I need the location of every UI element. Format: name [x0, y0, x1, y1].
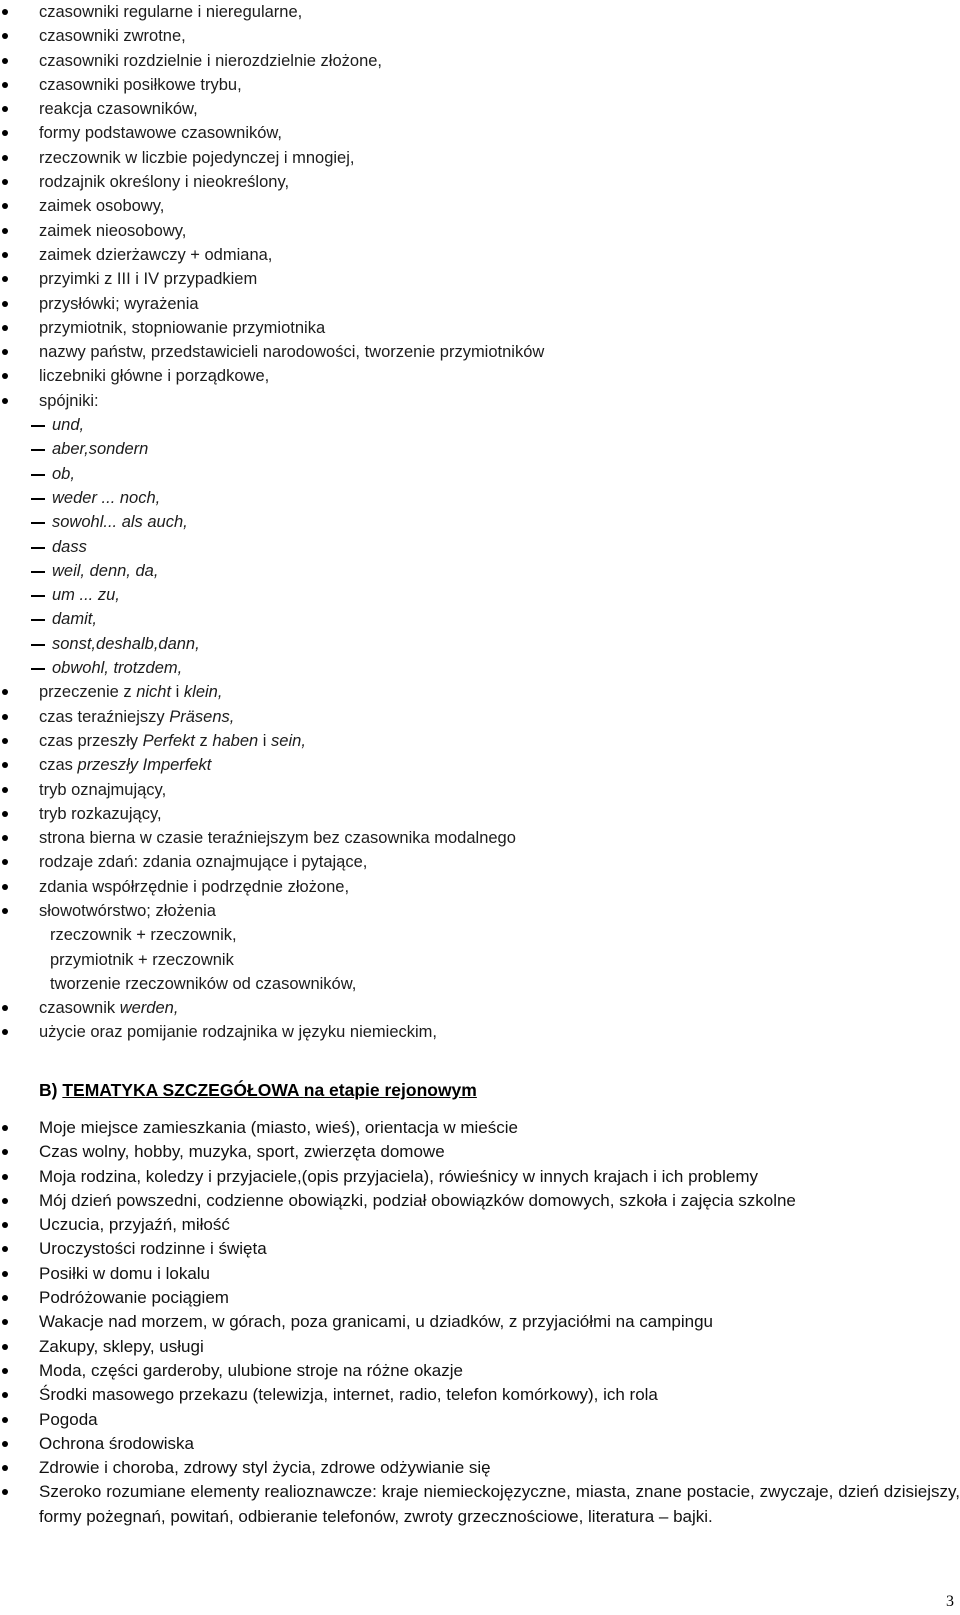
topic-item [0, 1189, 960, 1213]
item-text: obwohl, trotzdem, [52, 659, 183, 678]
grammar-item [0, 996, 940, 1020]
grammar-item [0, 583, 940, 607]
item-text: tworzenie rzeczowników od czasowników, [50, 974, 357, 993]
grammar-item [0, 170, 940, 194]
item-text: przymiotnik, stopniowanie przymiotnika [39, 318, 326, 337]
item-text: liczebniki główne i porządkowe, [39, 367, 270, 386]
item-text: przysłówki; wyrażenia [39, 294, 199, 313]
bullet-icon [2, 1489, 8, 1495]
grammar-item [0, 899, 940, 923]
bullet-icon [2, 1319, 8, 1325]
topic-item [0, 1116, 960, 1140]
item-text: dass [52, 537, 87, 556]
grammar-item [0, 559, 940, 583]
grammar-item [0, 753, 940, 777]
grammar-item [0, 121, 940, 145]
topic-text: Pogoda [39, 1409, 98, 1429]
item-text: sonst,deshalb,dann, [52, 634, 200, 653]
bullet-icon [2, 398, 8, 404]
bullet-icon [2, 349, 8, 355]
topic-item [0, 1310, 960, 1334]
bullet-icon [2, 325, 8, 331]
topic-text: Szeroko rozumiane elementy realioznawcze: kraje niemieckojęzyczne, miasta, znane postacie, zwyczaje, dzień dzisiejszy, formy pożegnań, powitań, odbieranie telefonów, zwroty grzecznościowe, literatura – bajki. [39, 1482, 960, 1526]
bullet-icon [2, 738, 8, 744]
item-text: um ... zu, [52, 586, 120, 605]
grammar-item [0, 510, 940, 534]
dash-icon [31, 522, 45, 524]
topic-text: Podróżowanie pociągiem [39, 1288, 229, 1308]
bullet-icon [2, 1417, 8, 1423]
bullet-icon [2, 1029, 8, 1035]
bullet-icon [2, 301, 8, 307]
bullet-icon [2, 1271, 8, 1277]
bullet-icon [2, 203, 8, 209]
item-text: strona bierna w czasie teraźniejszym bez czasownika modalnego [39, 829, 516, 848]
grammar-item [0, 73, 940, 97]
dash-icon [31, 547, 45, 549]
topic-text: Mój dzień powszedni, codzienne obowiązki, podział obowiązków domowych, szkoła i zajęcia szkolne [39, 1190, 796, 1210]
section-b-prefix: B) [39, 1080, 63, 1100]
item-text: sowohl... als auch, [52, 513, 188, 532]
section-b-suffix: na etapie rejonowym [303, 1080, 477, 1100]
grammar-item [0, 97, 940, 121]
item-text: czasowniki posiłkowe trybu, [39, 75, 242, 94]
grammar-item [0, 267, 940, 291]
bullet-icon [2, 106, 8, 112]
dash-icon [31, 668, 45, 670]
bullet-icon [2, 9, 8, 15]
bullet-icon [2, 1125, 8, 1131]
item-text: zaimek nieosobowy, [39, 221, 187, 240]
bullet-icon [2, 1174, 8, 1180]
topic-text: Moja rodzina, koledzy i przyjaciele,(opis przyjaciela), rówieśnicy w innych krajach i ich problemy [39, 1166, 758, 1186]
grammar-item [0, 389, 940, 413]
item-text: rodzajnik określony i nieokreślony, [39, 173, 290, 192]
dash-icon [31, 595, 45, 597]
item-text: użycie oraz pomijanie rodzajnika w języku niemieckim, [39, 1023, 437, 1042]
grammar-item [0, 923, 940, 947]
grammar-item [0, 413, 940, 437]
bullet-icon [2, 1441, 8, 1447]
item-text: nazwy państw, przedstawicieli narodowości, tworzenie przymiotników [39, 343, 545, 362]
item-text: czas przeszły [39, 731, 143, 750]
dash-icon [31, 425, 45, 427]
grammar-item [0, 729, 940, 753]
grammar-item [0, 437, 940, 461]
grammar-item [0, 146, 940, 170]
bullet-icon [2, 155, 8, 161]
topic-text: Moda, części garderoby, ulubione stroje na różne okazje [39, 1360, 463, 1380]
item-text-italic: werden, [119, 999, 179, 1018]
item-text: czas teraźniejszy [39, 707, 170, 726]
item-text: zdania współrzędnie i podrzędnie złożone, [39, 877, 350, 896]
item-text-italic: nicht [136, 683, 172, 702]
grammar-item [0, 486, 940, 510]
dash-icon [31, 571, 45, 573]
item-text-italic: przeszły Imperfekt [77, 756, 212, 775]
item-text: przymiotnik + rzeczownik [50, 950, 234, 969]
bullet-icon [2, 1465, 8, 1471]
item-text: słowotwórstwo; złożenia [39, 901, 216, 920]
topic-text: Zakupy, sklepy, usługi [39, 1336, 204, 1356]
bullet-icon [2, 130, 8, 136]
item-text: zaimek dzierżawczy + odmiana, [39, 245, 273, 264]
bullet-icon [2, 252, 8, 258]
item-text-italic: Präsens, [169, 707, 235, 726]
grammar-item [0, 194, 940, 218]
item-text: przeczenie z [39, 683, 137, 702]
bullet-icon [2, 33, 8, 39]
grammar-item [0, 705, 940, 729]
item-text-italic: sein, [271, 731, 306, 750]
grammar-item [0, 0, 940, 24]
topic-text: Uroczystości rodzinne i święta [39, 1239, 267, 1259]
grammar-item [0, 243, 940, 267]
item-text: przyimki z III i IV przypadkiem [39, 270, 258, 289]
item-text-italic: klein, [183, 683, 223, 702]
item-text-italic: Perfekt [142, 731, 195, 750]
grammar-item [0, 826, 940, 850]
bullet-icon [2, 1344, 8, 1350]
grammar-item [0, 24, 940, 48]
topic-item [0, 1237, 960, 1261]
item-text: formy podstawowe czasowników, [39, 124, 283, 143]
bullet-icon [2, 58, 8, 64]
bullet-icon [2, 179, 8, 185]
topic-item [0, 1359, 960, 1383]
item-text: rzeczownik + rzeczownik, [50, 926, 237, 945]
dash-icon [31, 449, 45, 451]
bullet-icon [2, 1295, 8, 1301]
item-text: tryb rozkazujący, [39, 804, 162, 823]
topic-item [0, 1165, 960, 1189]
dash-icon [31, 619, 45, 621]
item-text: czasowniki rozdzielnie i nierozdzielnie złożone, [39, 51, 383, 70]
section-b-heading [39, 1078, 477, 1102]
bullet-icon [2, 762, 8, 768]
item-text: aber,sondern [52, 440, 149, 459]
bullet-icon [2, 835, 8, 841]
grammar-item [0, 802, 940, 826]
item-text: czasownik [39, 999, 120, 1018]
bullet-icon [2, 811, 8, 817]
bullet-icon [2, 1246, 8, 1252]
grammar-item [0, 219, 940, 243]
bullet-icon [2, 1149, 8, 1155]
item-text: z [194, 731, 213, 750]
item-text: damit, [52, 610, 97, 629]
grammar-item [0, 875, 940, 899]
bullet-icon [2, 82, 8, 88]
bullet-icon [2, 714, 8, 720]
bullet-icon [2, 1005, 8, 1011]
bullet-icon [2, 1368, 8, 1374]
topic-item [0, 1408, 960, 1432]
topic-text: Ochrona środowiska [39, 1433, 194, 1453]
item-text: ob, [52, 464, 75, 483]
dash-icon [31, 644, 45, 646]
grammar-item [0, 462, 940, 486]
item-text: spójniki: [39, 391, 99, 410]
grammar-item [0, 364, 940, 388]
grammar-item [0, 972, 940, 996]
item-text: czasowniki regularne i nieregularne, [39, 3, 303, 21]
topic-text: Uczucia, przyjaźń, miłość [39, 1215, 230, 1235]
dash-icon [31, 498, 45, 500]
bullet-icon [2, 276, 8, 282]
item-text: weder ... noch, [52, 488, 161, 507]
grammar-item [0, 656, 940, 680]
topic-text: Moje miejsce zamieszkania (miasto, wieś), orientacja w mieście [39, 1118, 518, 1137]
bullet-icon [2, 689, 8, 695]
bullet-icon [2, 859, 8, 865]
bullet-icon [2, 1222, 8, 1228]
item-text: und, [52, 416, 85, 435]
topic-text: Posiłki w domu i lokalu [39, 1263, 211, 1283]
item-text: rzeczownik w liczbie pojedynczej i mnogiej, [39, 148, 355, 167]
grammar-item [0, 680, 940, 704]
item-text: reakcja czasowników, [39, 100, 198, 119]
item-text: tryb oznajmujący, [39, 780, 167, 799]
section-b-title: TEMATYKA SZCZEGÓŁOWA [62, 1080, 304, 1100]
item-text: czas [39, 756, 78, 775]
topic-item [0, 1335, 960, 1359]
topic-text: Czas wolny, hobby, muzyka, sport, zwierzęta domowe [39, 1142, 445, 1162]
bullet-icon [2, 373, 8, 379]
topics-list [0, 1116, 960, 1529]
grammar-item [0, 316, 940, 340]
item-text: i [171, 683, 184, 702]
grammar-item [0, 49, 940, 73]
bullet-icon [2, 1198, 8, 1204]
bullet-icon [2, 1392, 8, 1398]
grammar-item [0, 292, 940, 316]
item-text: weil, denn, da, [52, 561, 159, 580]
topic-item [0, 1213, 960, 1237]
bullet-icon [2, 884, 8, 890]
grammar-item [0, 850, 940, 874]
bullet-icon [2, 787, 8, 793]
topic-item [0, 1262, 960, 1286]
grammar-item [0, 948, 940, 972]
item-text: czasowniki zwrotne, [39, 27, 186, 46]
grammar-item [0, 607, 940, 631]
grammar-item [0, 1020, 940, 1044]
bullet-icon [2, 908, 8, 914]
topic-item [0, 1140, 960, 1164]
item-text: i [258, 731, 272, 750]
item-text: zaimek osobowy, [39, 197, 165, 216]
topic-item [0, 1383, 960, 1407]
topic-text: Wakacje nad morzem, w górach, poza granicami, u dziadków, z przyjaciółmi na campingu [39, 1312, 713, 1332]
dash-icon [31, 474, 45, 476]
topic-item [0, 1480, 960, 1529]
topic-text: Zdrowie i choroba, zdrowy styl życia, zdrowe odżywianie się [39, 1458, 491, 1478]
grammar-item [0, 340, 940, 364]
grammar-item [0, 632, 940, 656]
grammar-item [0, 778, 940, 802]
topic-text: Środki masowego przekazu (telewizja, internet, radio, telefon komórkowy), ich rola [39, 1385, 658, 1405]
grammar-item [0, 535, 940, 559]
topic-item [0, 1456, 960, 1480]
page-number: 3 [946, 1593, 954, 1610]
item-text: rodzaje zdań: zdania oznajmujące i pytające, [39, 853, 368, 872]
topic-item [0, 1432, 960, 1456]
item-text-italic: haben [212, 731, 259, 750]
topic-item [0, 1286, 960, 1310]
bullet-icon [2, 228, 8, 234]
